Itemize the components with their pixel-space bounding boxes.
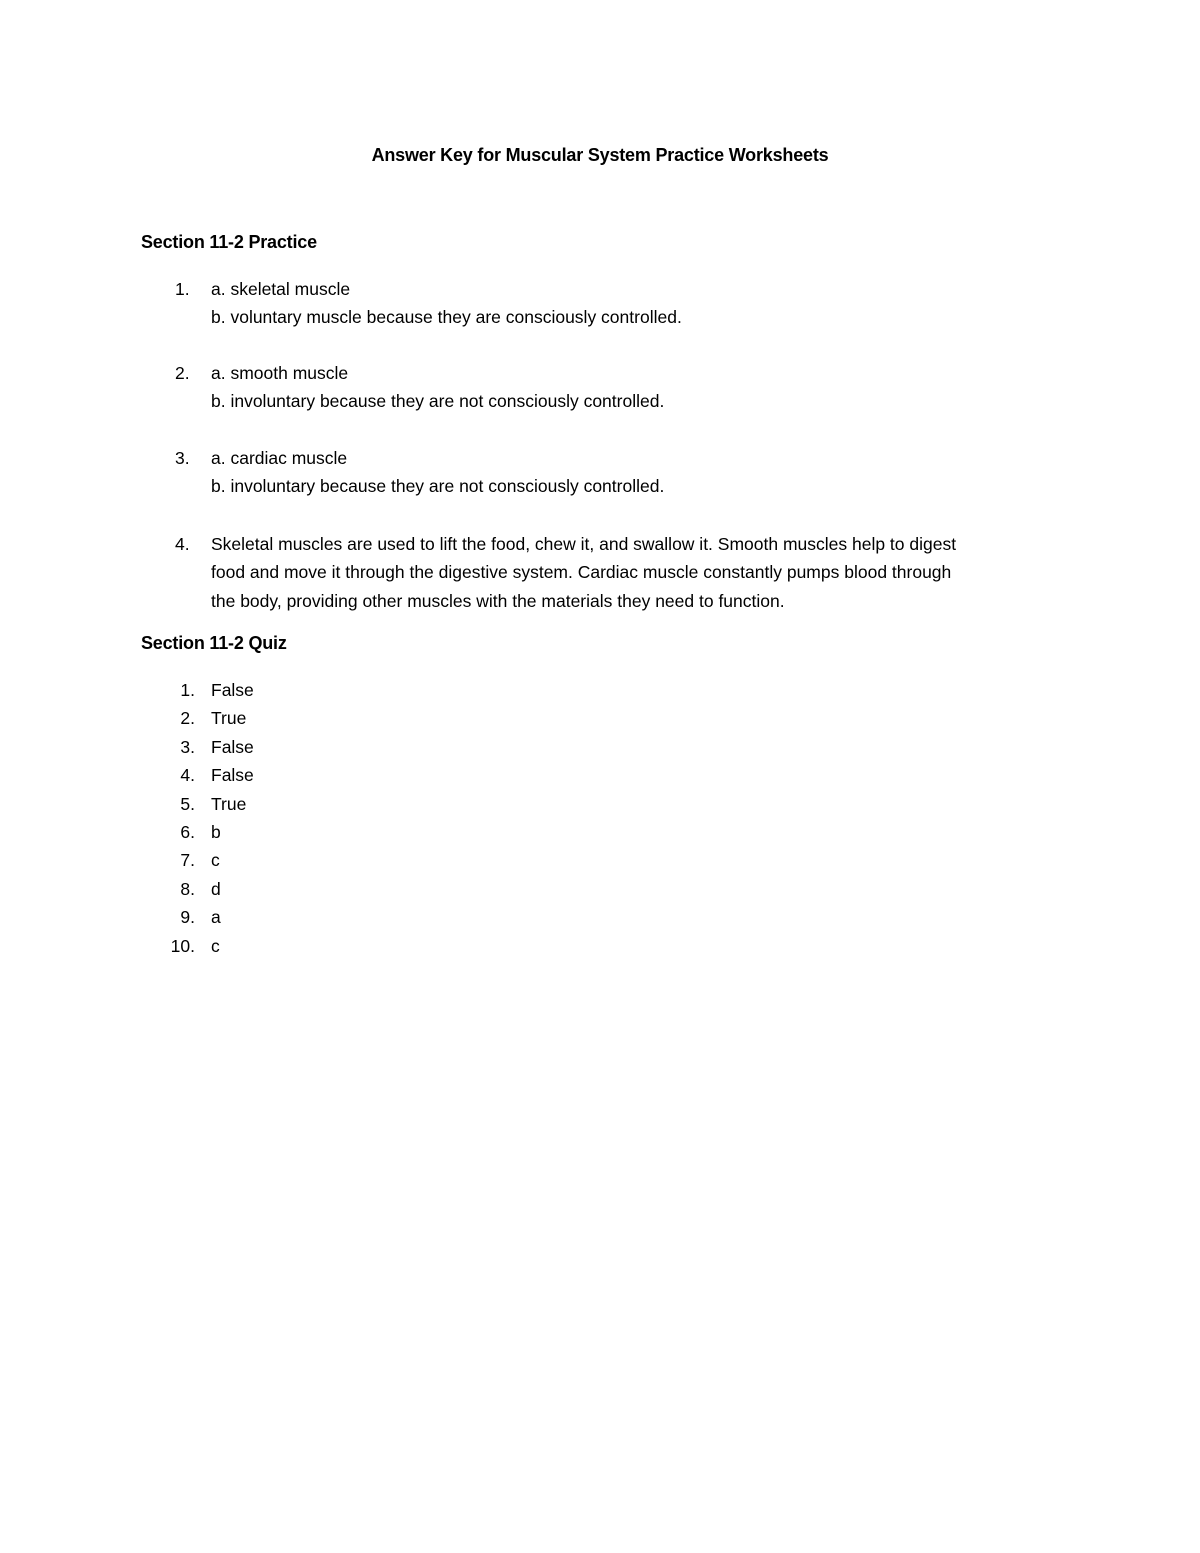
quiz-item-number: 4. [180, 765, 195, 786]
quiz-item-number: 1. [180, 680, 195, 700]
practice-answer-line: the body, providing other muscles with the materials they need to function. [211, 590, 785, 611]
quiz-item-number: 3. [180, 736, 195, 757]
quiz-item [141, 761, 541, 789]
quiz-item-number: 6. [180, 821, 195, 842]
quiz-item-answer: False [211, 680, 254, 700]
quiz-item-number: 5. [180, 793, 195, 814]
practice-answer-line: a. smooth muscle [211, 363, 349, 383]
quiz-item-answer: True [211, 708, 247, 729]
quiz-item-answer: b [211, 821, 221, 842]
quiz-item [141, 932, 541, 960]
quiz-item [141, 818, 541, 846]
quiz-item-answer: False [211, 736, 254, 757]
quiz-item [141, 676, 541, 704]
practice-item-body [211, 444, 1061, 501]
quiz-item [141, 875, 541, 903]
practice-item-number: 2. [175, 363, 190, 383]
quiz-item [141, 704, 541, 732]
practice-answer-line: food and move it through the digestive system. Cardiac muscle constantly pumps blood through [211, 562, 952, 583]
quiz-item-number: 2. [180, 708, 195, 729]
practice-section-heading: Section 11-2 Practice [141, 232, 317, 252]
practice-item-body [211, 275, 1061, 332]
quiz-item [141, 733, 541, 761]
quiz-item-answer: c [211, 850, 220, 871]
practice-item-body [211, 530, 1061, 615]
quiz-item-number: 7. [180, 850, 195, 871]
practice-answer-line: b. involuntary because they are not consciously controlled. [211, 476, 665, 497]
practice-answer-line: b. voluntary muscle because they are consciously controlled. [211, 307, 682, 328]
quiz-item-number: 8. [180, 878, 195, 899]
document-title: Answer Key for Muscular System Practice Worksheets [371, 145, 829, 165]
quiz-answer-list [141, 676, 541, 960]
practice-item-body [211, 359, 1061, 416]
practice-item-number: 3. [175, 448, 190, 468]
quiz-item-number: 9. [180, 907, 195, 928]
quiz-item [141, 790, 541, 818]
practice-answer-line: b. involuntary because they are not consciously controlled. [211, 391, 665, 412]
quiz-item-number: 10. [170, 935, 195, 956]
quiz-item-answer: d [211, 878, 221, 899]
quiz-item-answer: False [211, 765, 254, 786]
practice-item-number: 1. [175, 279, 190, 299]
quiz-item-answer: True [211, 793, 247, 814]
practice-answer-line: a. cardiac muscle [211, 448, 348, 468]
quiz-item [141, 846, 541, 874]
practice-item-number: 4. [175, 534, 190, 554]
quiz-item [141, 903, 541, 931]
practice-answer-line: Skeletal muscles are used to lift the food, chew it, and swallow it. Smooth muscles help to digest [211, 534, 957, 554]
quiz-section-heading: Section 11-2 Quiz [141, 633, 287, 653]
practice-answer-line: a. skeletal muscle [211, 279, 351, 299]
quiz-item-answer: c [211, 935, 220, 956]
quiz-item-answer: a [211, 907, 221, 928]
